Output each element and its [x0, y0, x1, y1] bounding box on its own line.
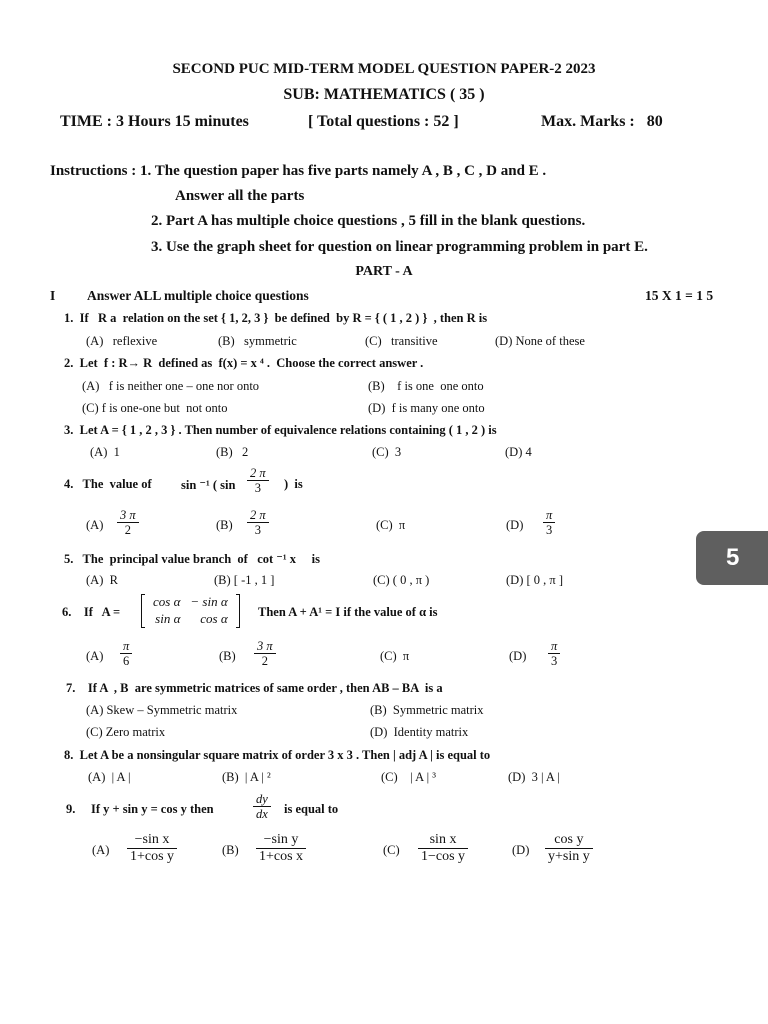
- fraction-numerator: π: [120, 639, 132, 654]
- max-marks: Max. Marks : 80: [541, 113, 663, 130]
- fraction-numerator: −sin y: [256, 832, 306, 849]
- q4-option-d-label: (D): [506, 518, 524, 532]
- q2-option-c: (C) f is one-one but not onto: [82, 401, 228, 415]
- fraction-denominator: 3: [551, 654, 558, 669]
- q2-option-a: (A) f is neither one – one nor onto: [82, 379, 260, 393]
- q3-option-d: (D) 4: [505, 445, 532, 459]
- q4-option-c: (C) π: [376, 518, 406, 532]
- q9-option-c-value: [418, 832, 468, 865]
- q8-option-d: (D) 3 | A |: [508, 770, 560, 784]
- fraction-denominator: 3: [254, 523, 261, 538]
- q7-option-c: (C) Zero matrix: [86, 725, 166, 739]
- q4-option-b-label: (B): [216, 518, 233, 532]
- question-4-lead: 4. The value of: [64, 477, 152, 491]
- instruction-1-cont: Answer all the parts: [175, 188, 305, 204]
- q9-option-b-label: (B): [222, 843, 239, 857]
- q5-option-a: (A) R: [86, 573, 118, 587]
- q2-option-d: (D) f is many one onto: [368, 401, 485, 415]
- fraction-denominator: 1−cos y: [421, 849, 466, 865]
- q4-option-a-label: (A): [86, 518, 104, 532]
- q3-option-b: (B) 2: [216, 445, 249, 459]
- q9-option-a-value: [127, 832, 177, 865]
- question-9-derivative: [253, 792, 271, 822]
- q5-option-c: (C) ( 0 , π ): [373, 573, 430, 587]
- q6-option-a-value: [120, 639, 132, 669]
- q9-option-c-label: (C): [383, 843, 400, 857]
- q1-option-c: (C) transitive: [365, 334, 438, 348]
- fraction-denominator: dx: [256, 807, 268, 822]
- q2-option-b: (B) f is one one onto: [368, 379, 484, 393]
- q6-option-d-value: [548, 639, 560, 669]
- matrix-a: [141, 594, 240, 628]
- fraction-denominator: 6: [123, 654, 130, 669]
- fraction-denominator: 3: [254, 481, 261, 496]
- page-number-badge[interactable]: 5: [696, 531, 768, 585]
- fraction-numerator: π: [548, 639, 560, 654]
- q6-option-b-value: [254, 639, 276, 669]
- matrix-cell: cos α: [200, 610, 228, 626]
- matrix-cell: cos α: [153, 594, 181, 609]
- question-4-fraction: [247, 466, 269, 496]
- question-6-lead: 6. If A =: [62, 605, 121, 619]
- q7-option-d: (D) Identity matrix: [370, 725, 469, 739]
- fraction-numerator: cos y: [545, 832, 593, 849]
- fraction-numerator: π: [543, 508, 555, 523]
- q7-option-b: (B) Symmetric matrix: [370, 703, 484, 717]
- q9-option-b-value: [256, 832, 306, 865]
- fraction-denominator: y+sin y: [548, 849, 590, 865]
- q4-option-a-value: [117, 508, 139, 538]
- matrix-cell: − sin α: [190, 594, 228, 609]
- q1-option-d: (D) None of these: [495, 334, 585, 348]
- question-4-end: ) is: [284, 477, 303, 491]
- fraction-numerator: −sin x: [127, 832, 177, 849]
- fraction-denominator: 3: [546, 523, 553, 538]
- q8-option-c: (C) | A | ³: [381, 770, 436, 784]
- q7-option-a: (A) Skew – Symmetric matrix: [86, 703, 238, 717]
- fraction-denominator: 1+cos y: [130, 849, 175, 865]
- question-9-end: is equal to: [284, 802, 339, 816]
- paper-title: SECOND PUC MID-TERM MODEL QUESTION PAPER-2 2023: [172, 61, 596, 77]
- question-7: 7. If A , B are symmetric matrices of same order , then AB – BA is a: [66, 681, 443, 695]
- q9-option-d-label: (D): [512, 843, 530, 857]
- q8-option-b: (B) | A | ²: [222, 770, 271, 784]
- total-questions: [ Total questions : 52 ]: [308, 113, 459, 130]
- q6-option-b-label: (B): [219, 649, 236, 663]
- question-5: 5. The principal value branch of cot ⁻¹ x is: [64, 552, 320, 566]
- q5-option-d: (D) [ 0 , π ]: [506, 573, 563, 587]
- question-3: 3. Let A = { 1 , 2 , 3 } . Then number of equivalence relations containing ( 1 , 2 ) is: [64, 423, 497, 437]
- q6-option-c: (C) π: [380, 649, 410, 663]
- q1-option-b: (B) symmetric: [218, 334, 297, 348]
- q8-option-a: (A) | A |: [88, 770, 131, 784]
- question-4-sin: sin ⁻¹ ( sin: [181, 478, 236, 492]
- section-number: I: [50, 288, 56, 303]
- instruction-2: 2. Part A has multiple choice questions , 5 fill in the blank questions.: [151, 213, 586, 229]
- q9-option-a-label: (A): [92, 843, 110, 857]
- fraction-numerator: dy: [253, 792, 271, 807]
- subject-line: SUB: MATHEMATICS ( 35 ): [283, 86, 485, 103]
- section-title: Answer ALL multiple choice questions: [87, 288, 309, 303]
- q5-option-b: (B) [ -1 , 1 ]: [214, 573, 275, 587]
- instruction-1: Instructions : 1. The question paper has five parts namely A , B , C , D and E .: [50, 163, 547, 179]
- fraction-denominator: 2: [261, 654, 268, 669]
- fraction-denominator: 1+cos x: [259, 849, 304, 865]
- fraction-numerator: 3 π: [254, 639, 276, 654]
- question-2: 2. Let f : R→ R defined as f(x) = x ⁴ . Choose the correct answer .: [64, 356, 424, 370]
- time-info: TIME : 3 Hours 15 minutes: [60, 113, 249, 130]
- q6-option-d-label: (D): [509, 649, 527, 663]
- part-heading: PART - A: [355, 264, 413, 279]
- instruction-3: 3. Use the graph sheet for question on linear programming problem in part E.: [151, 239, 648, 255]
- q4-option-d-value: [543, 508, 555, 538]
- q3-option-a: (A) 1: [90, 445, 120, 459]
- section-marks: 15 X 1 = 1 5: [645, 288, 714, 303]
- matrix-cell: sin α: [155, 610, 181, 626]
- q4-option-b-value: [247, 508, 269, 538]
- q6-option-a-label: (A): [86, 649, 104, 663]
- question-1: 1. If R a relation on the set { 1, 2, 3 } be defined by R = { ( 1 , 2 ) } , then R is: [64, 311, 488, 325]
- q1-option-a: (A) reflexive: [86, 334, 158, 348]
- question-6-text: Then A + A¹ = I if the value of α is: [258, 605, 438, 619]
- fraction-numerator: 2 π: [247, 508, 269, 523]
- fraction-denominator: 2: [124, 523, 131, 538]
- q3-option-c: (C) 3: [372, 445, 402, 459]
- fraction-numerator: 2 π: [247, 466, 269, 481]
- fraction-numerator: 3 π: [117, 508, 139, 523]
- fraction-numerator: sin x: [418, 832, 468, 849]
- question-9-lead: 9. If y + sin y = cos y then: [66, 802, 214, 816]
- q9-option-d-value: [545, 832, 593, 865]
- question-8: 8. Let A be a nonsingular square matrix of order 3 x 3 . Then | adj A | is equal to: [64, 748, 491, 762]
